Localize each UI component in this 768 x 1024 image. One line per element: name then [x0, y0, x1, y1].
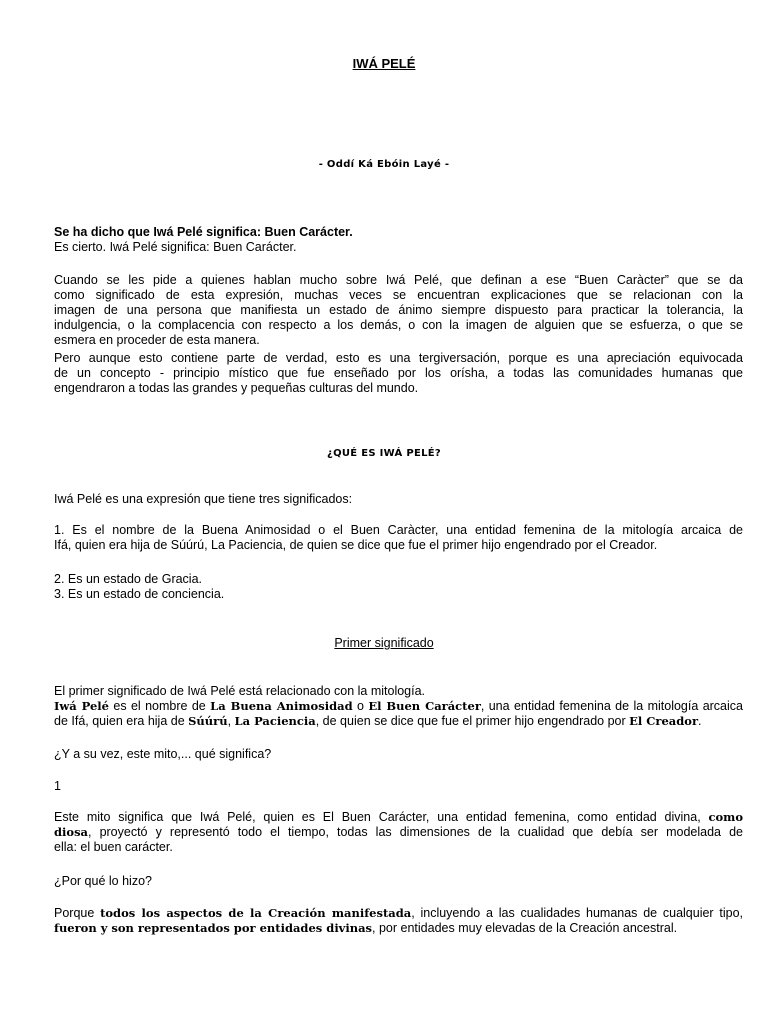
- list-item-1-line: Ifá, quien era hija de Súúrú, La Paciencia, de quien se dice que fue el primer hijo engendrado por el Creador.: [54, 538, 658, 552]
- paragraph-1-line: imagen de una persona que manifiesta un estado de ánimo siempre dispuesto para practicar la tolerancia, la: [54, 303, 743, 317]
- intro-statement: Se ha dicho que Iwá Pelé significa: Buen Carácter.: [54, 225, 353, 239]
- p3-text: Este mito significa que Iwá Pelé, quien es El Buen Carácter, una entidad femenina, como entidad divina,: [54, 810, 709, 824]
- myth-line-2: [54, 714, 743, 729]
- myth-name: Iwá Pelé: [54, 699, 109, 713]
- p3-term: diosa: [54, 825, 89, 839]
- three-meanings-intro: Iwá Pelé es una expresión que tiene tres significados:: [54, 492, 353, 506]
- paragraph-3-line: [54, 825, 743, 840]
- myth-text: .: [698, 714, 702, 728]
- myth-text: es el nombre de: [109, 699, 211, 713]
- paragraph-1-line: como significado de esta expresión, muchas veces se encuentran explicaciones que se relacionan con la: [54, 288, 743, 302]
- question-mito: ¿Y a su vez, este mito,... qué significa?: [54, 747, 272, 761]
- paragraph-2-line: engendraron a todas las grandes y pequeñas culturas del mundo.: [54, 381, 419, 395]
- p4-term: fueron y son representados por entidades divinas: [54, 921, 373, 935]
- myth-term: El Buen Carácter: [368, 699, 481, 713]
- myth-line-1: [54, 699, 743, 714]
- paragraph-1-line: Cuando se les pide a quienes hablan mucho sobre Iwá Pelé, que definan a ese “Buen Caràcter” que se da: [54, 273, 743, 287]
- p3-term: como: [708, 810, 743, 824]
- paragraph-4-line: [54, 921, 743, 936]
- myth-term: El Creador: [629, 714, 699, 728]
- myth-text: , una entidad femenina de la mitología arcaica: [480, 699, 743, 713]
- paragraph-1-line: indulgencia, o la complacencia con respecto a los demás, o con la imagen de alguien que se esfuerza, o que se: [54, 318, 743, 332]
- paragraph-4: [54, 906, 743, 936]
- myth-term: La Paciencia: [234, 714, 316, 728]
- list-item-1: [54, 523, 743, 553]
- list-item-3: 3. Es un estado de conciencia.: [54, 587, 225, 601]
- myth-text: ,: [227, 714, 235, 728]
- document-subtitle: - Oddí Ká Ebóin Layé -: [318, 159, 450, 170]
- document-title: IWÁ PELÉ: [352, 56, 416, 71]
- myth-text: o: [352, 699, 369, 713]
- p3-text: , proyectó y representó todo el tiempo, todas las dimensiones de la cualidad que debía ser modelada de: [88, 825, 743, 839]
- list-item-2: 2. Es un estado de Gracia.: [54, 572, 203, 586]
- paragraph-3: [54, 810, 743, 855]
- p4-term: todos los aspectos de la Creación manifestada: [100, 906, 412, 920]
- paragraph-4-line: [54, 906, 743, 921]
- question-por-que: ¿Por qué lo hizo?: [54, 874, 152, 888]
- p4-text: Porque: [54, 906, 101, 920]
- myth-paragraph: [54, 699, 743, 729]
- myth-term: Súúrú: [188, 714, 228, 728]
- intro-answer: Es cierto. Iwá Pelé significa: Buen Carácter.: [54, 240, 297, 254]
- first-meaning-line: El primer significado de Iwá Pelé está relacionado con la mitología.: [54, 684, 426, 698]
- paragraph-3-line: ella: el buen carácter.: [54, 840, 173, 854]
- p4-text: , incluyendo a las cualidades humanas de cualquier tipo,: [411, 906, 743, 920]
- myth-text: de Ifá, quien era hija de: [54, 714, 189, 728]
- p4-text: , por entidades muy elevadas de la Creación ancestral.: [372, 921, 678, 935]
- section-heading-primer-significado: Primer significado: [334, 636, 434, 650]
- paragraph-1: [54, 273, 743, 348]
- paragraph-2-line: Pero aunque esto contiene parte de verdad, esto es una tergiversación, porque es una apreciación equivocada: [54, 351, 743, 365]
- paragraph-2-line: de un concepto - principio místico que fue enseñado por los orísha, a todas las comunidades humanas que: [54, 366, 743, 380]
- section-heading-que-es: ¿QUÉ ES IWÁ PELÉ?: [326, 448, 442, 459]
- list-item-1-line: 1. Es el nombre de la Buena Animosidad o el Buen Caràcter, una entidad femenina de la mitología arcaica de: [54, 523, 743, 537]
- myth-text: , de quien se dice que fue el primer hijo engendrado por: [315, 714, 630, 728]
- paragraph-1-line: esmera en proceder de esta manera.: [54, 333, 260, 347]
- paragraph-3-line: [54, 810, 743, 825]
- myth-term: La Buena Animosidad: [210, 699, 353, 713]
- page-number: 1: [54, 779, 61, 793]
- paragraph-2: [54, 351, 743, 396]
